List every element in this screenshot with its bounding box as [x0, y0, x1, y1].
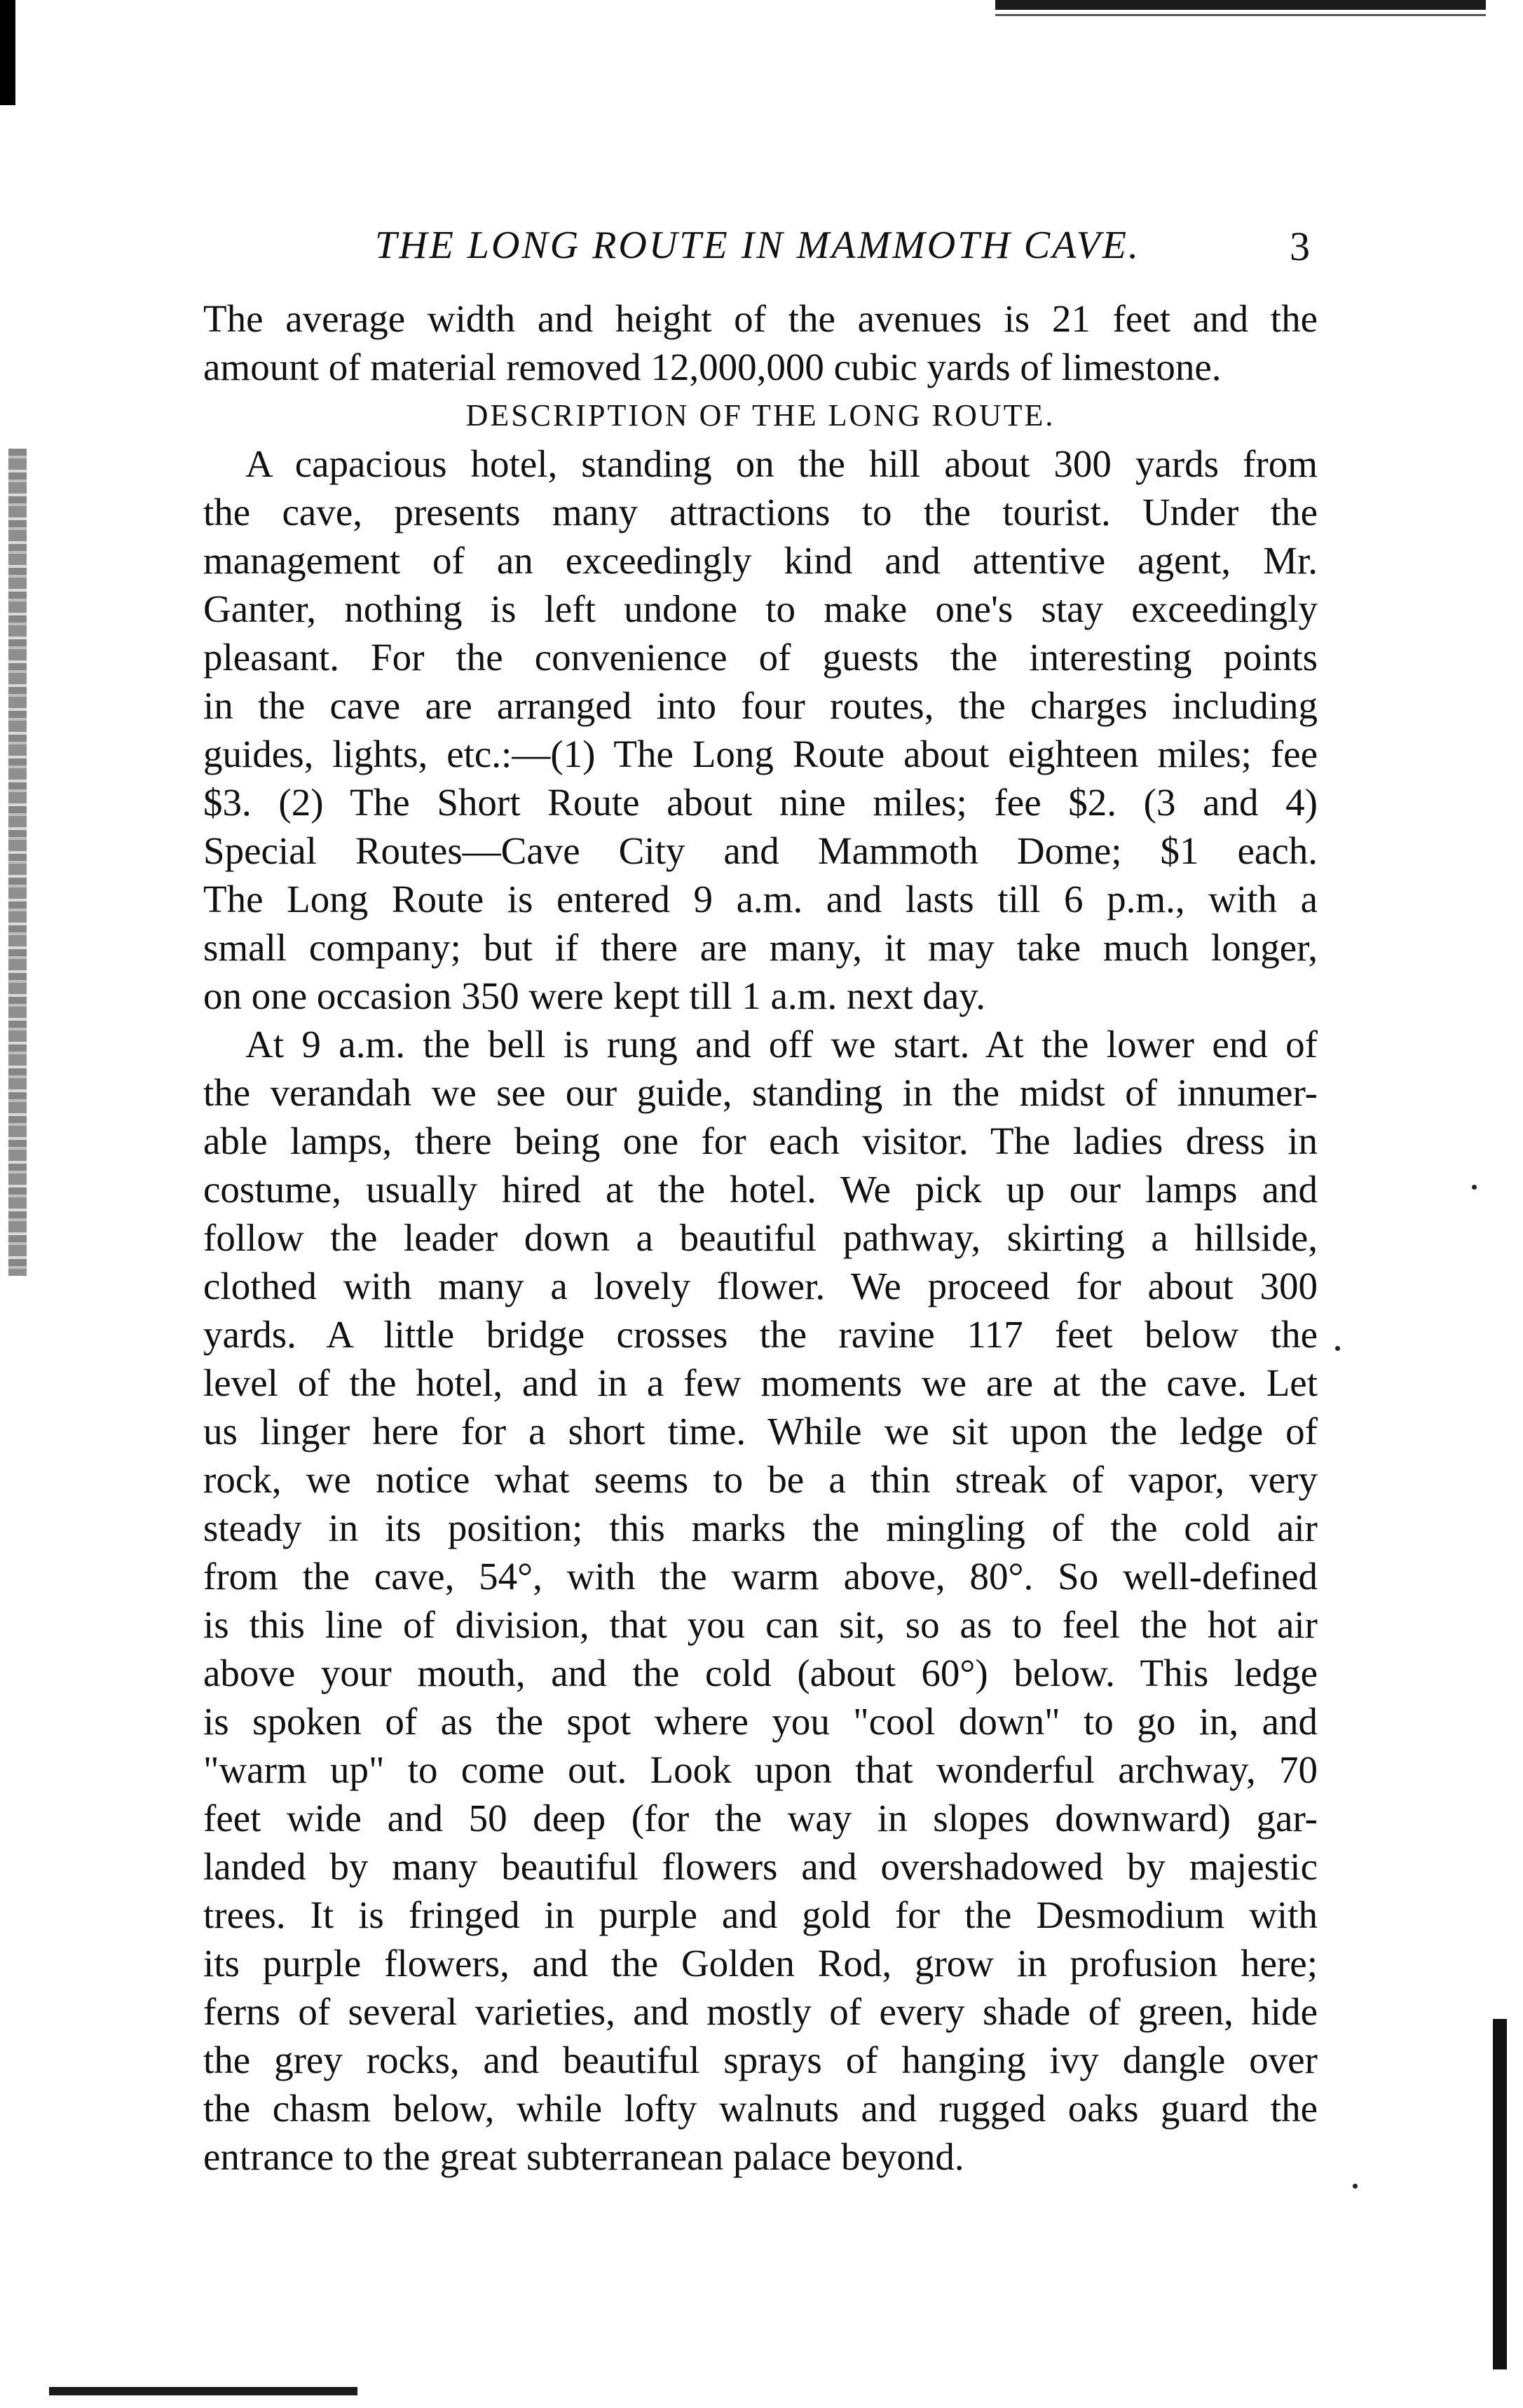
text-line: The Long Route is entered 9 a.m. and lasts till 6 p.m., with a: [203, 878, 1318, 920]
text-line: us linger here for a short time. While we sit upon the ledge of: [203, 1410, 1318, 1453]
text-line: is spoken of as the spot where you "cool down" to go in, and: [203, 1700, 1318, 1743]
text-line: the chasm below, while lofty walnuts and rugged oaks guard the: [203, 2087, 1318, 2130]
binding-edge-mark: [0, 0, 28, 105]
body-text: [203, 294, 1318, 2181]
text-line: in the cave are arranged into four routes, the charges including: [203, 684, 1318, 727]
text-line: pleasant. For the convenience of guests the interesting points: [203, 636, 1318, 679]
text-line: from the cave, 54°, with the warm above, 80°. So well-defined: [203, 1555, 1318, 1598]
text-line: clothed with many a lovely flower. We proceed for about 300: [203, 1265, 1318, 1307]
text-line: level of the hotel, and in a few moments we are at the cave. Let: [203, 1361, 1318, 1404]
text-line: the verandah we see our guide, standing in the midst of innumer-: [203, 1071, 1318, 1114]
text-line: Ganter, nothing is left undone to make one's stay exceedingly: [203, 587, 1318, 630]
text-line: "warm up" to come out. Look upon that wonderful archway, 70: [203, 1748, 1318, 1791]
text-line: small company; but if there are many, it may take much longer,: [203, 926, 1318, 969]
text-line: follow the leader down a beautiful pathway, skirting a hillside,: [203, 1216, 1318, 1259]
text-line: $3. (2) The Short Route about nine miles; fee $2. (3 and 4): [203, 781, 1318, 824]
text-line: rock, we notice what seems to be a thin streak of vapor, very: [203, 1458, 1318, 1501]
text-line: is this line of division, that you can sit, so as to feel the hot air: [203, 1603, 1318, 1646]
top-rule: [995, 0, 1486, 10]
text-line: management of an exceedingly kind and attentive agent, Mr.: [203, 539, 1318, 582]
text-line: on one occasion 350 were kept till 1 a.m. next day.: [203, 974, 985, 1017]
text-line: amount of material removed 12,000,000 cubic yards of limestone.: [203, 346, 1222, 388]
text-line: above your mouth, and the cold (about 60°) below. This ledge: [203, 1652, 1318, 1694]
text-line: yards. A little bridge crosses the ravine 117 feet below the: [203, 1313, 1318, 1356]
text-line: costume, usually hired at the hotel. We pick up our lamps and: [203, 1168, 1318, 1211]
text-line: landed by many beautiful flowers and overshadowed by majestic: [203, 1845, 1318, 1888]
text-line: the grey rocks, and beautiful sprays of hanging ivy dangle over: [203, 2039, 1318, 2081]
top-rule-thin: [995, 14, 1486, 16]
text-line: At 9 a.m. the bell is rung and off we start. At the lower end of: [245, 1023, 1318, 1066]
speck-mark: [1353, 2184, 1358, 2189]
text-line: steady in its position; this marks the mingling of the cold air: [203, 1506, 1318, 1549]
bottom-rule: [49, 2387, 357, 2395]
right-edge-shadow: [1493, 2019, 1507, 2369]
text-line: The average width and height of the avenues is 21 feet and the: [203, 297, 1318, 340]
text-line: trees. It is fringed in purple and gold for the Desmodium with: [203, 1893, 1318, 1936]
speck-mark: [1472, 1185, 1477, 1190]
page-number: 3: [1290, 224, 1310, 269]
speck-mark: [1335, 1346, 1340, 1351]
text-line: ferns of several varieties, and mostly of every shade of green, hide: [203, 1990, 1318, 2033]
text-line: the cave, presents many attractions to the tourist. Under the: [203, 491, 1318, 533]
running-title: THE LONG ROUTE IN MAMMOTH CAVE.: [375, 224, 1140, 267]
text-line: able lamps, there being one for each visitor. The ladies dress in: [203, 1120, 1318, 1162]
text-line: feet wide and 50 deep (for the way in slopes downward) gar-: [203, 1797, 1318, 1839]
text-line: A capacious hotel, standing on the hill about 300 yards from: [245, 442, 1318, 485]
section-heading: DESCRIPTION OF THE LONG ROUTE.: [465, 398, 1056, 433]
binding-edge-shadow: [8, 449, 27, 1276]
text-line: entrance to the great subterranean palace beyond.: [203, 2135, 964, 2178]
text-line: its purple flowers, and the Golden Rod, grow in profusion here;: [203, 1942, 1318, 1985]
text-line: Special Routes—Cave City and Mammoth Dome; $1 each.: [203, 829, 1318, 872]
text-line: guides, lights, etc.:—(1) The Long Route about eighteen miles; fee: [203, 733, 1318, 775]
